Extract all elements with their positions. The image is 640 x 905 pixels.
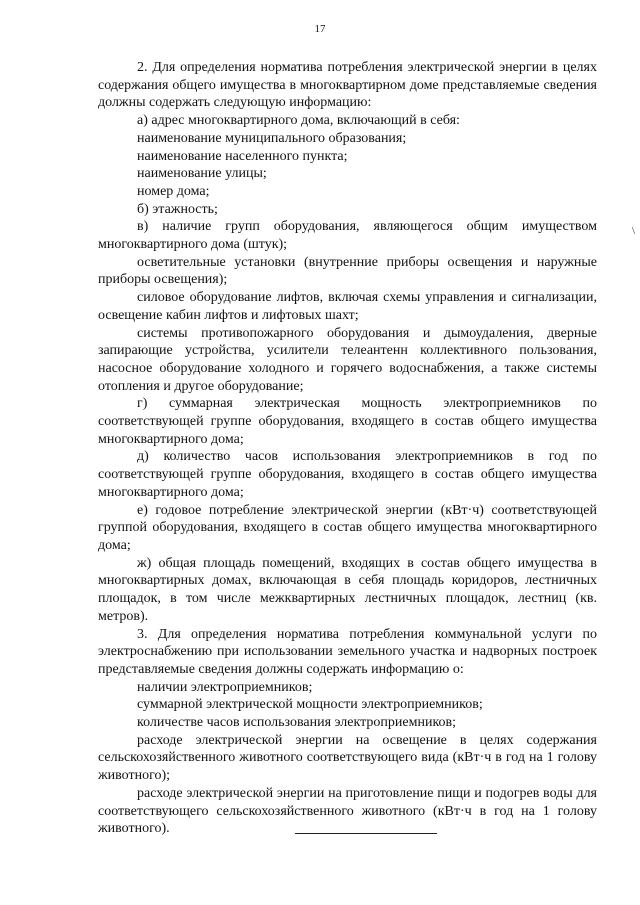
paragraph-line: силовое оборудование лифтов, включая схемы управления и сигнализации, освещение кабин лифтов и лифтовых шахт; <box>98 290 597 323</box>
paragraph-subitem-v: в) наличие групп оборудования, являющегося общим имуществом многоквартирного дома (штук); <box>98 219 597 253</box>
paragraph-line: номер дома; <box>137 183 210 199</box>
paragraph-line: расходе электрической энергии на освещение в целях содержания сельскохозяйственного животного соответствующего вида (кВт·ч в год на 1 голову животного); <box>98 732 597 784</box>
paragraph-line: наименование населенного пункта; <box>137 148 348 164</box>
paragraph-subitem-zh: ж) общая площадь помещений, входящих в состав общего имущества в многоквартирных домах, включающая в себя площадь коридоров, лестничных площадок, в том числе межквартирных лестничных площадок, лестниц (кв. метров). <box>98 555 597 624</box>
paragraph-line: наименование улицы; <box>137 166 267 182</box>
paragraph-line: суммарной электрической мощности электроприемников; <box>137 697 483 713</box>
paragraph-subitem-a: а) адрес многоквартирного дома, включающий в себя: <box>137 113 460 129</box>
paragraph-subitem-d: д) количество часов использования электроприемников в год по соответствующей группе оборудования, входящего в состав общего имущества многоквартирного дома; <box>98 449 597 500</box>
paragraph-line: наименование муниципального образования; <box>137 130 407 146</box>
scan-mark: \ <box>632 225 636 237</box>
paragraph-line: количестве часов использования электроприемников; <box>137 715 457 731</box>
end-divider <box>295 833 437 834</box>
page-number: 17 <box>314 23 326 35</box>
paragraph-subitem-g: г) суммарная электрическая мощность электроприемников по соответствующей группе оборудования, входящего в состав общего имущества многоквартирного дома; <box>98 396 597 447</box>
paragraph-line: осветительные установки (внутренние приборы освещения и наружные приборы освещения); <box>98 254 597 288</box>
paragraph-item-3: 3. Для определения норматива потребления коммунальной услуги по электроснабжению при использовании земельного участка и надворных построек представляемые сведения должны содержать информацию о: <box>98 626 597 677</box>
paragraph-subitem-e: е) годовое потребление электрической энергии (кВт·ч) соответствующей группой оборудования, входящего в состав общего имущества многоквартирного дома; <box>98 502 597 553</box>
paragraph-item-2: 2. Для определения норматива потребления электрической энергии в целях содержания общего имущества в многоквартирном доме представляемые сведения должны содержать следующую информацию: <box>98 60 597 111</box>
paragraph-line: наличии электроприемников; <box>137 679 313 695</box>
paragraph-subitem-b: б) этажность; <box>137 201 218 217</box>
paragraph-line: расходе электрической энергии на приготовление пищи и подогрев воды для соответствующего сельскохозяйственного животного (кВт·ч в год на 1 голову животного). <box>98 785 597 837</box>
document-body <box>98 59 597 838</box>
paragraph-line: системы противопожарного оборудования и дымоудаления, дверные запирающие устройства, усилители телеантенн коллективного пользования, насосное оборудование холодного и горячего водоснабжения, а также системы отопления и другое оборудование; <box>98 325 597 394</box>
